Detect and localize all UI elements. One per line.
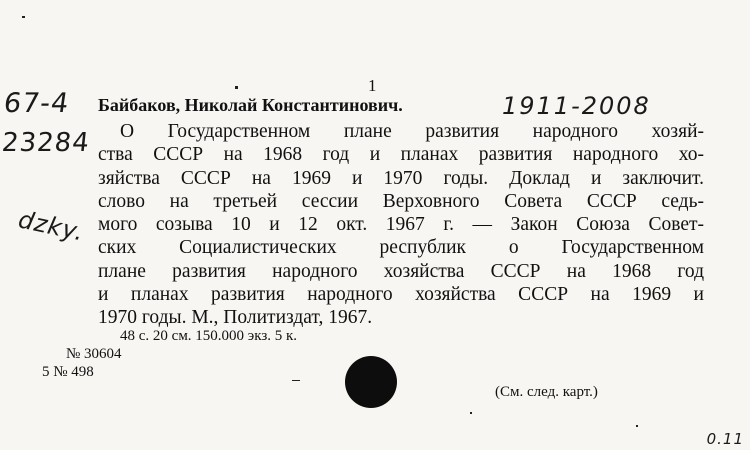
ink-speck [470,412,472,414]
handwritten-shelf-mark-bottom: 23284 [0,128,92,158]
handwritten-shelf-mark-top: 67-4 [1,88,72,119]
ink-speck [636,425,638,427]
physical-description: 48 с. 20 см. 150.000 экз. 5 к. [120,328,298,344]
record-number: № 30604 [66,346,122,362]
description-line: плане развития народного хозяйства СССР на 1968 год [98,260,704,282]
description-line: и планах развития народного хозяйства СССР на 1969 и [98,284,704,306]
bibliographic-description [98,120,704,330]
page-number: 1 [368,76,377,95]
description-line: слово на третьей сессии Верховного Совета СССР седь- [98,190,704,212]
handwritten-life-dates: 1911-2008 [502,92,651,120]
ink-speck [292,380,300,381]
description-line: мого созыва 10 и 12 окт. 1967 г. — Закон Союза Совет- [98,214,704,236]
author-heading: Байбаков, Николай Константинович. [98,95,403,115]
ink-speck [22,16,25,18]
continuation-note: (См. след. карт.) [495,384,598,400]
description-line: ства СССР на 1968 год и планах развития народного хо- [98,144,704,166]
description-line: 1970 годы. М., Политиздат, 1967. [98,307,373,329]
ink-speck [235,86,238,89]
handwritten-initials: dzky. [15,205,87,247]
card-number: 5 № 498 [42,364,94,380]
description-line: ских Социалистических республик о Государственном [98,237,704,259]
description-line: О Государственном плане развития народного хозяй- [120,121,704,142]
handwritten-corner-mark: 0.11 [706,430,744,448]
description-line: зяйства СССР на 1969 и 1970 годы. Доклад и заключит. [98,167,704,189]
punch-hole [345,356,397,408]
